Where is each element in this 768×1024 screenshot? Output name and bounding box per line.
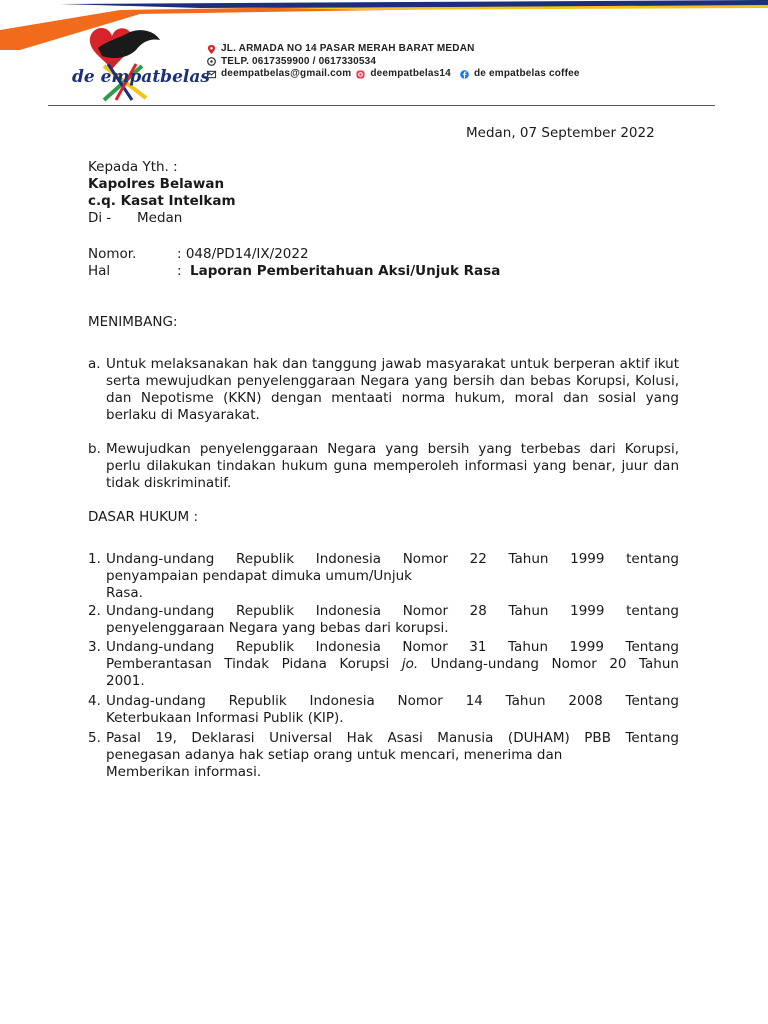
phone-text: TELP. 0617359900 / 0617330534 <box>221 55 377 67</box>
phone-row <box>207 56 580 69</box>
recipient: Kapolres Belawan <box>88 176 225 192</box>
di-city: Medan <box>137 210 183 226</box>
logo-text: de empatbelas <box>72 67 210 87</box>
email-text: deempatbelas@gmail.com <box>221 68 352 79</box>
dasar-5-line2: penegasan adanya hak setiap orang untuk mencari, menerima dan <box>106 747 563 763</box>
address-text: JL. ARMADA NO 14 PASAR MERAH BARAT MEDAN <box>221 43 475 54</box>
recipient-cq: c.q. Kasat Intelkam <box>88 193 236 209</box>
address-row <box>207 43 580 56</box>
instagram-icon <box>356 70 365 79</box>
dasar-5-label: 5. <box>88 730 101 746</box>
menimbang-title: MENIMBANG: <box>88 314 178 330</box>
dasar-5-line1: Pasal 19, Deklarasi Universal Hak Asasi Manusia (DUHAM) PBB Tentang <box>106 730 679 746</box>
dasar-4-line1: Undag-undang Republik Indonesia Nomor 14 Tahun 2008 Tentang <box>106 693 679 709</box>
brand-logo <box>68 20 210 102</box>
facebook-text: de empatbelas coffee <box>473 68 580 79</box>
dasar-1-line1: Undang-undang Republik Indonesia Nomor 22 Tahun 1999 tentang <box>106 551 679 567</box>
dasar-title: DASAR HUKUM : <box>88 509 199 525</box>
dasar-3-line2-b: Undang-undang Nomor 20 Tahun <box>418 656 679 672</box>
dasar-4-line2: Keterbukaan Informasi Publik (KIP). <box>106 710 344 726</box>
dasar-3-line1: Undang-undang Republik Indonesia Nomor 31 Tahun 1999 Tentang <box>106 639 679 655</box>
facebook-icon <box>460 70 469 79</box>
menimbang-a-text: Untuk melaksanakan hak dan tanggung jawab masyarakat untuk berperan aktif ikut serta mewujudkan penyelenggaraan Negara yang bersih dan bebas Korupsi, Kolusi, dan Nepotisme (KKN) dengan mentaati norma hukum, moral dan sosial yang berlaku di Masyarakat. <box>106 356 679 423</box>
nomor-label: Nomor. <box>88 246 137 262</box>
dasar-5-line3: Memberikan informasi. <box>106 764 262 780</box>
dasar-3-line2-jo: jo. <box>401 656 419 672</box>
menimbang-b-text: Mewujudkan penyelenggaraan Negara yang bersih yang terbebas dari Korupsi, perlu dilakukan tindakan hukum guna memperoleh informasi yang benar, juur dan tidak diskriminatif. <box>106 441 679 491</box>
dasar-3-line3: 2001. <box>106 673 145 689</box>
location-pin-icon <box>207 45 216 54</box>
email-icon <box>207 70 216 79</box>
menimbang-b-label: b. <box>88 441 101 457</box>
dasar-1-line3: Rasa. <box>106 585 143 601</box>
dasar-2-label: 2. <box>88 603 101 619</box>
letterhead-divider <box>48 105 715 106</box>
to-label: Kepada Yth. : <box>88 159 178 175</box>
dasar-2-line1: Undang-undang Republik Indonesia Nomor 28 Tahun 1999 tentang <box>106 603 679 619</box>
dasar-3-label: 3. <box>88 639 101 655</box>
place-date: Medan, 07 September 2022 <box>466 125 655 141</box>
hal-value: Laporan Pemberitahuan Aksi/Unjuk Rasa <box>190 263 501 279</box>
hal-colon: : <box>177 263 182 279</box>
dasar-3-line2-a: Pemberantasan Tindak Pidana Korupsi <box>106 656 402 672</box>
dasar-1-label: 1. <box>88 551 101 567</box>
letterhead-contact <box>207 43 580 81</box>
dasar-2-line2: penyelenggaraan Negara yang bebas dari korupsi. <box>106 620 449 636</box>
whatsapp-icon <box>207 57 216 66</box>
instagram-text: deempatbelas14 <box>370 68 451 79</box>
hal-label: Hal <box>88 263 111 279</box>
dasar-1-line2: penyampaian pendapat dimuka umum/Unjuk <box>106 568 412 584</box>
dasar-4-label: 4. <box>88 693 101 709</box>
dasar-3-line2 <box>106 656 679 673</box>
di-label: Di - <box>88 210 112 226</box>
nomor-value: : 048/PD14/IX/2022 <box>177 246 309 262</box>
menimbang-a-label: a. <box>88 356 101 372</box>
social-row <box>207 68 580 81</box>
